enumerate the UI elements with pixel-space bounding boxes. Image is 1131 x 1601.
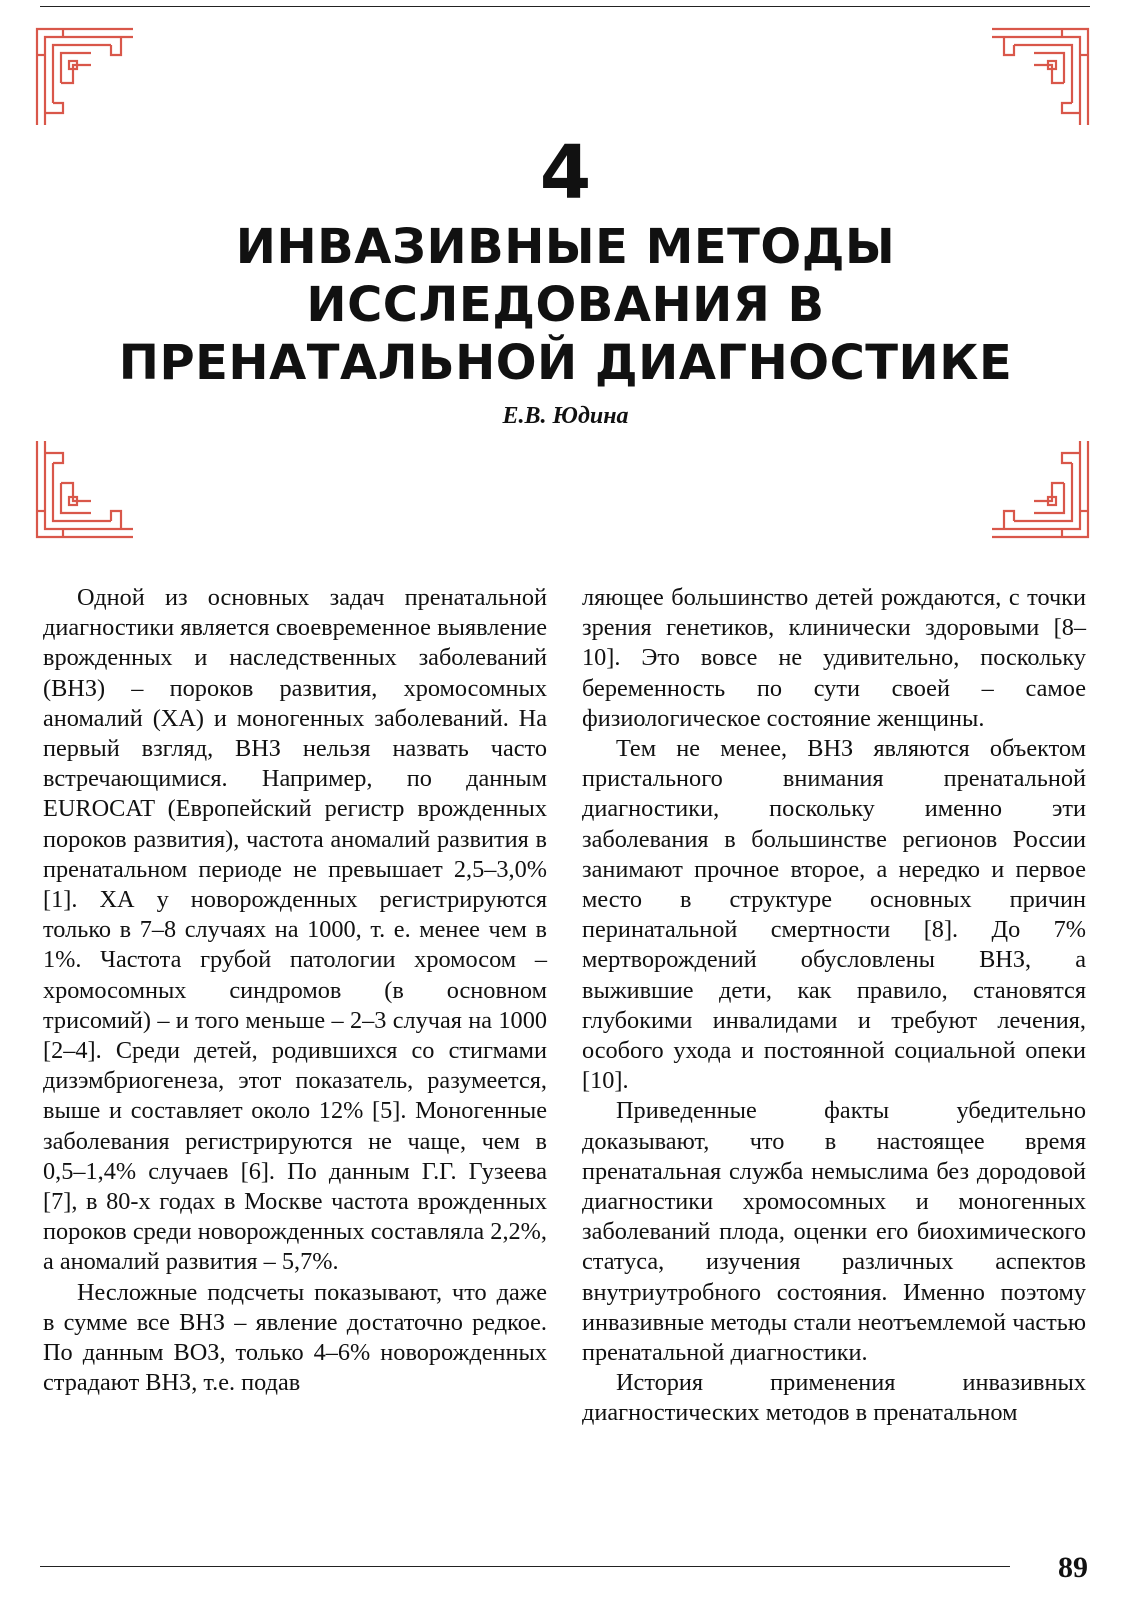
ornament-bottom-right-icon — [988, 437, 1092, 541]
chapter-title-line: ИНВАЗИВНЫЕ МЕТОДЫ — [235, 219, 896, 275]
top-rule — [40, 6, 1090, 7]
footer-rule — [40, 1566, 1010, 1567]
chapter-number: 4 — [539, 130, 592, 216]
ornament-top-right-icon — [988, 25, 1092, 129]
paragraph-continued: ляющее большинство детей рождаются, с точки зрения генетиков, клинически здоровыми [8–10]. Это вовсе не удивительно, поскольку беременность по сути своей – самое физиологическое состояние женщины. — [582, 584, 1086, 732]
chapter-title — [80, 218, 1051, 392]
paragraph: Приведенные факты убедительно доказывают, что в настоящее время пренатальная служба немыслима без дородовой диагностики хромосомных и моногенных заболеваний плода, оценки его биохимического статуса, изучения различных аспектов внутриутробного состояния. Именно поэтому инвазивные методы стали неотъемлемой частью пренатальной диагностики. — [582, 1097, 1086, 1367]
chapter-author: Е.В. Юдина — [502, 403, 629, 429]
page-number: 89 — [1058, 1551, 1088, 1584]
paragraph: История применения инвазивных диагностических методов в пренатальном — [582, 1369, 1086, 1427]
paragraph: Несложные подсчеты показывают, что даже в сумме все ВНЗ – явление достаточно редкое. По данным ВОЗ, только 4–6% новорожденных страдают ВНЗ, т.е. подав — [43, 1278, 547, 1397]
chapter-title-line: ПРЕНАТАЛЬНОЙ ДИАГНОСТИКЕ — [118, 335, 1013, 391]
right-column — [582, 583, 1086, 1429]
ornament-top-left-icon — [33, 25, 137, 129]
chapter-title-line: ИССЛЕДОВАНИЯ В — [306, 277, 825, 333]
left-column — [43, 583, 547, 1398]
paragraph: Одной из основных задач пренатальной диагностики является своевременное выявление врожденных и наследственных заболеваний (ВНЗ) – пороков развития, хромосомных аномалий (ХА) и моногенных заболеваний. На первый взгляд, ВНЗ нельзя назвать часто встречающимися. Например, по данным EUROCAT (Европейский регистр врожденных пороков развития), частота аномалий развития в пренатальном периоде не превышает 2,5–3,0% [1]. ХА у новорожденных регистрируются только в 7–8 случаях на 1000, т. е. менее чем в 1%. Частота грубой патологии хромосом – хромосомных синдромов (в основном трисомий) – и того меньше – 2–3 случая на 1000 [2–4]. Среди детей, родившихся со стигмами дизэмбриогенеза, этот показатель, разумеется, выше и составляет около 12% [5]. Моногенные заболевания регистрируются не чаще, чем в 0,5–1,4% случаев [6]. По данным Г.Г. Гузеева [7], в 80-х годах в Москве частота врожденных пороков среди новорожденных составляла 2,2%, а аномалий развития – 5,7%. — [43, 584, 547, 1276]
paragraph: Тем не менее, ВНЗ являются объектом пристального внимания пренатальной диагностики, поскольку именно эти заболевания в большинстве регионов России занимают прочное второе, а нередко и первое место в структуре основных причин перинатальной смертности [8]. До 7% мертворождений обусловлены ВНЗ, а выжившие дети, как правило, становятся глубокими инвалидами и требуют лечения, особого ухода и постоянной социальной опеки [10]. — [582, 735, 1086, 1095]
ornament-bottom-left-icon — [33, 437, 137, 541]
